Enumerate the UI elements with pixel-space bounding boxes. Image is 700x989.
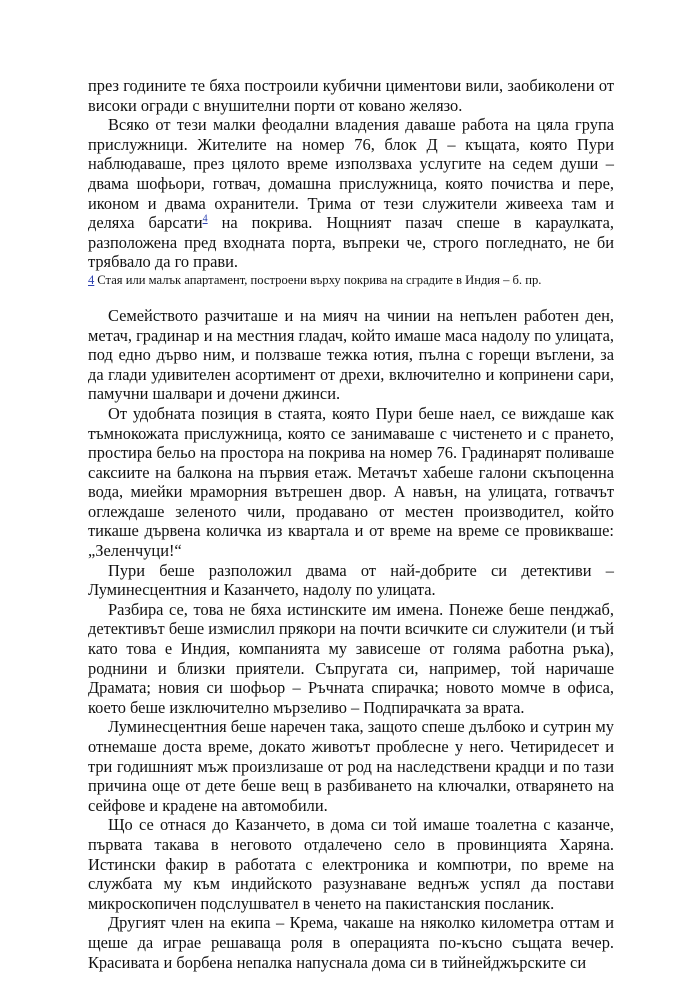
paragraph-7: Луминесцентния беше наречен така, защото спеше дълбоко и сутрин му отнемаше доста време, докато животът проблесне у него. Четиридесет и три годишният мъж произлизаше от род на наследствени крадци и по тази причина още от дете беше вещ в разбиването на ключалки, отварянето на сейфове и крадене на автомобили. (88, 717, 614, 815)
paragraph-2 (88, 115, 614, 272)
footnote-number-link[interactable]: 4 (88, 272, 95, 287)
paragraph-2-text-a: Всяко от тези малки феодални владения даваше работа на цяла група прислужници. Жителите на номер 76, блок Д – къщата, която Пури наблюдаваше, през цялото време използваха услугите на седем души – двама шофьори, готвач, домашна прислужница, която почиства и пере, иконом и двама охранители. Трима от тези служители живееха там и деляха барсати (88, 115, 614, 233)
paragraph-5: Пури беше разположил двама от най-добрите си детективи – Луминесцентния и Казанчето, надолу по улицата. (88, 560, 614, 600)
paragraph-8: Що се отнася до Казанчето, в дома си той имаше тоалетна с казанче, първата такава в неговото отдалечено село в провинцията Харяна. Истински факир в работата с електроника и компютри, по време на службата му към индийското разузнаване веднъж успял да постави микроскопичен подслушвател в ченето на пакистанския посланик. (88, 815, 614, 913)
paragraph-9: Другият член на екипа – Крема, чакаше на няколко километра оттам и щеше да играе решаваща роля в операцията по-късно същата вечер. Красивата и борбена непалка напуснала дома си в тийнейджърските си (88, 913, 614, 972)
paragraph-4: От удобната позиция в стаята, която Пури беше наел, се виждаше как тъмнокожата прислужница, която се занимаваше с чистенето и с прането, простира бельо на простора на покрива на номер 76. Градинарят поливаше саксиите на балкона на първия етаж. Метачът хабеше галони скъпоценна вода, миейки мраморния вътрешен двор. А навън, на улицата, готвачът оглеждаше зеленото чили, продавано от местен производител, който тикаше дървена количка из квартала и от време на време се провикваше: „Зеленчуци!“ (88, 403, 614, 561)
paragraph-3: Семейството разчиташе и на мияч на чинии на непълен работен ден, метач, градинар и на местния гладач, който имаше маса надолу по улицата, под едно дърво ним, и ползваше тежка ютия, пълна с горещи въглени, за да глади удивителен асортимент от дрехи, включително и копринени сари, памучни шалвари и дочени джинси. (88, 305, 614, 404)
footnote-text: Стая или малък апартамент, построени върху покрива на сградите в Индия – б. пр. (97, 272, 542, 287)
paragraph-2-text-b: на покрива. Нощният пазач спеше в караулката, разположена пред входната порта, въпреки че, строго погледнато, не би трябвало да го прави. (88, 213, 614, 272)
footnote-reference-link[interactable]: 4 (202, 213, 208, 225)
book-page (88, 76, 614, 972)
paragraph-6: Разбира се, това не бяха истинските им имена. Понеже беше пенджаб, детективът беше измислил прякори на почти всичките си служители (и тъй като това е Индия, компанията му зависеше от голяма работна ръка), роднини и близки приятели. Съпругата си, например, той наричаше Драмата; новия си шофьор – Ръчната спирачка; новото момче в офиса, което беше изключително мързеливо – Подпирачката за врата. (88, 599, 614, 717)
footnote (88, 272, 614, 288)
paragraph-1: през годините те бяха построили кубични циментови вили, заобиколени от високи огради с внушителни порти от ковано желязо. (88, 76, 614, 115)
